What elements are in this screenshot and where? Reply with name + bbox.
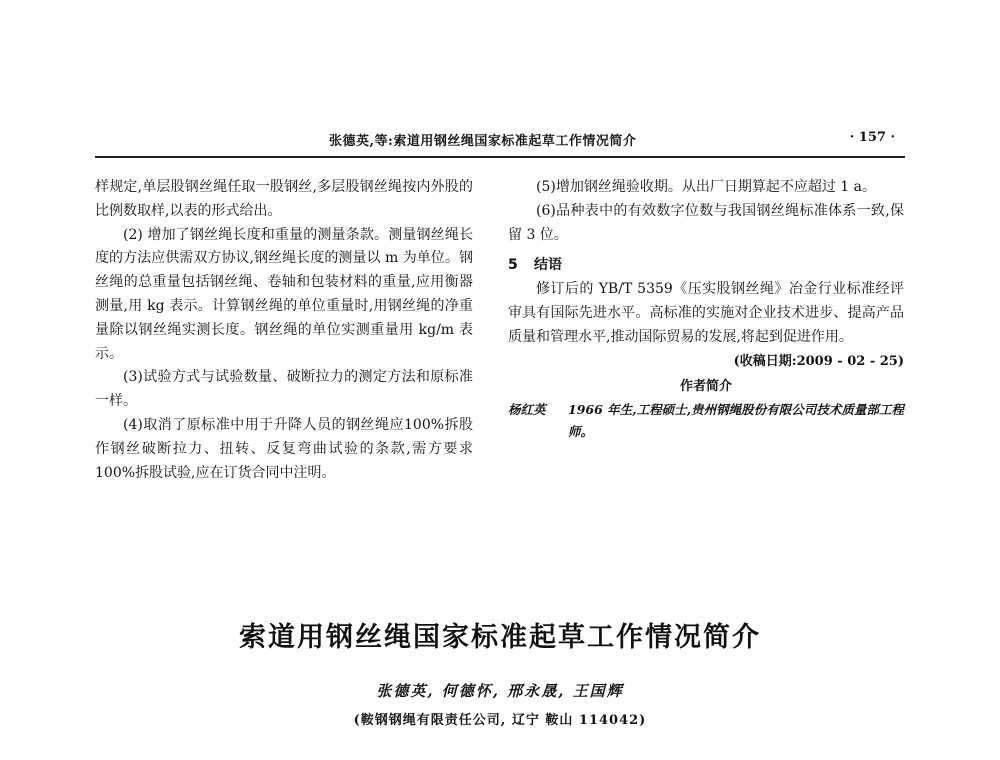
paragraph-item-5: (5)增加钢丝绳验收期。从出厂日期算起不应超过 1 a。 xyxy=(536,179,876,195)
left-column xyxy=(95,176,473,485)
article-affiliation: (鞍钢钢绳有限责任公司, 辽宁 鞍山 114042) xyxy=(353,713,647,728)
paragraph-item-4: (4)取消了原标准中用于升降人员的钢丝绳应100%拆股作钢丝破断拉力、扭转、反复弯曲试验的条款,需方要求 100%拆股试验,应在订货合同中注明。 xyxy=(95,416,473,481)
section-title: 结语 xyxy=(534,257,562,274)
paragraph-sampling-rule: 样规定,单层股钢丝绳任取一股钢丝,多层股钢丝绳按内外股的比例数取样,以表的形式给出。 xyxy=(95,179,473,219)
paragraph-item-6: (6)品种表中的有效数字位数与我国钢丝绳标准体系一致,保留 3 位。 xyxy=(508,202,904,243)
bio-name: 杨红英 xyxy=(508,402,546,418)
article-title: 索道用钢丝绳国家标准起草工作情况简介 xyxy=(239,622,761,653)
section-number: 5 xyxy=(508,257,518,274)
header-rule xyxy=(95,156,905,158)
right-column xyxy=(508,176,904,443)
page-number: · 157 · xyxy=(849,130,895,145)
paragraph-item-3: (3)试验方式与试验数量、破断拉力的测定方法和原标准一样。 xyxy=(95,369,473,410)
received-date: (收稿日期:2009 - 02 - 25) xyxy=(733,353,904,369)
paragraph-conclusion: 修订后的 YB/T 5359《压实股钢丝绳》冶金行业标准经评审具有国际先进水平。高标准的实施对企业技术进步、提高产品质量和管理水平,推动国际贸易的发展,将起到促进作用。 xyxy=(508,281,904,345)
article-authors: 张德英, 何德怀, 邢永晟, 王国辉 xyxy=(376,682,624,700)
running-title: 张德英,等:索道用钢丝绳国家标准起草工作情况简介 xyxy=(329,134,637,149)
author-bio xyxy=(508,399,904,443)
section-heading xyxy=(508,254,904,278)
bio-text: 1966 年生,工程硕士,贵州钢绳股份有限公司技术质量部工程师。 xyxy=(568,402,904,440)
paragraph-item-2: (2) 增加了钢丝绳长度和重量的测量条款。测量钢丝绳长度的方法应供需双方协议,钢丝绳长度的测量以 m 为单位。钢丝绳的总重量包括钢丝绳、卷轴和包装材料的重量,应用衡器测量,用 kg 表示。计算钢丝绳的单位重量时,用钢丝绳的净重量除以钢丝绳实测长度。钢丝绳的单位实测重量用 kg/m 表示。 xyxy=(95,226,473,362)
author-intro-heading: 作者简介 xyxy=(679,379,732,395)
running-header xyxy=(95,128,905,150)
